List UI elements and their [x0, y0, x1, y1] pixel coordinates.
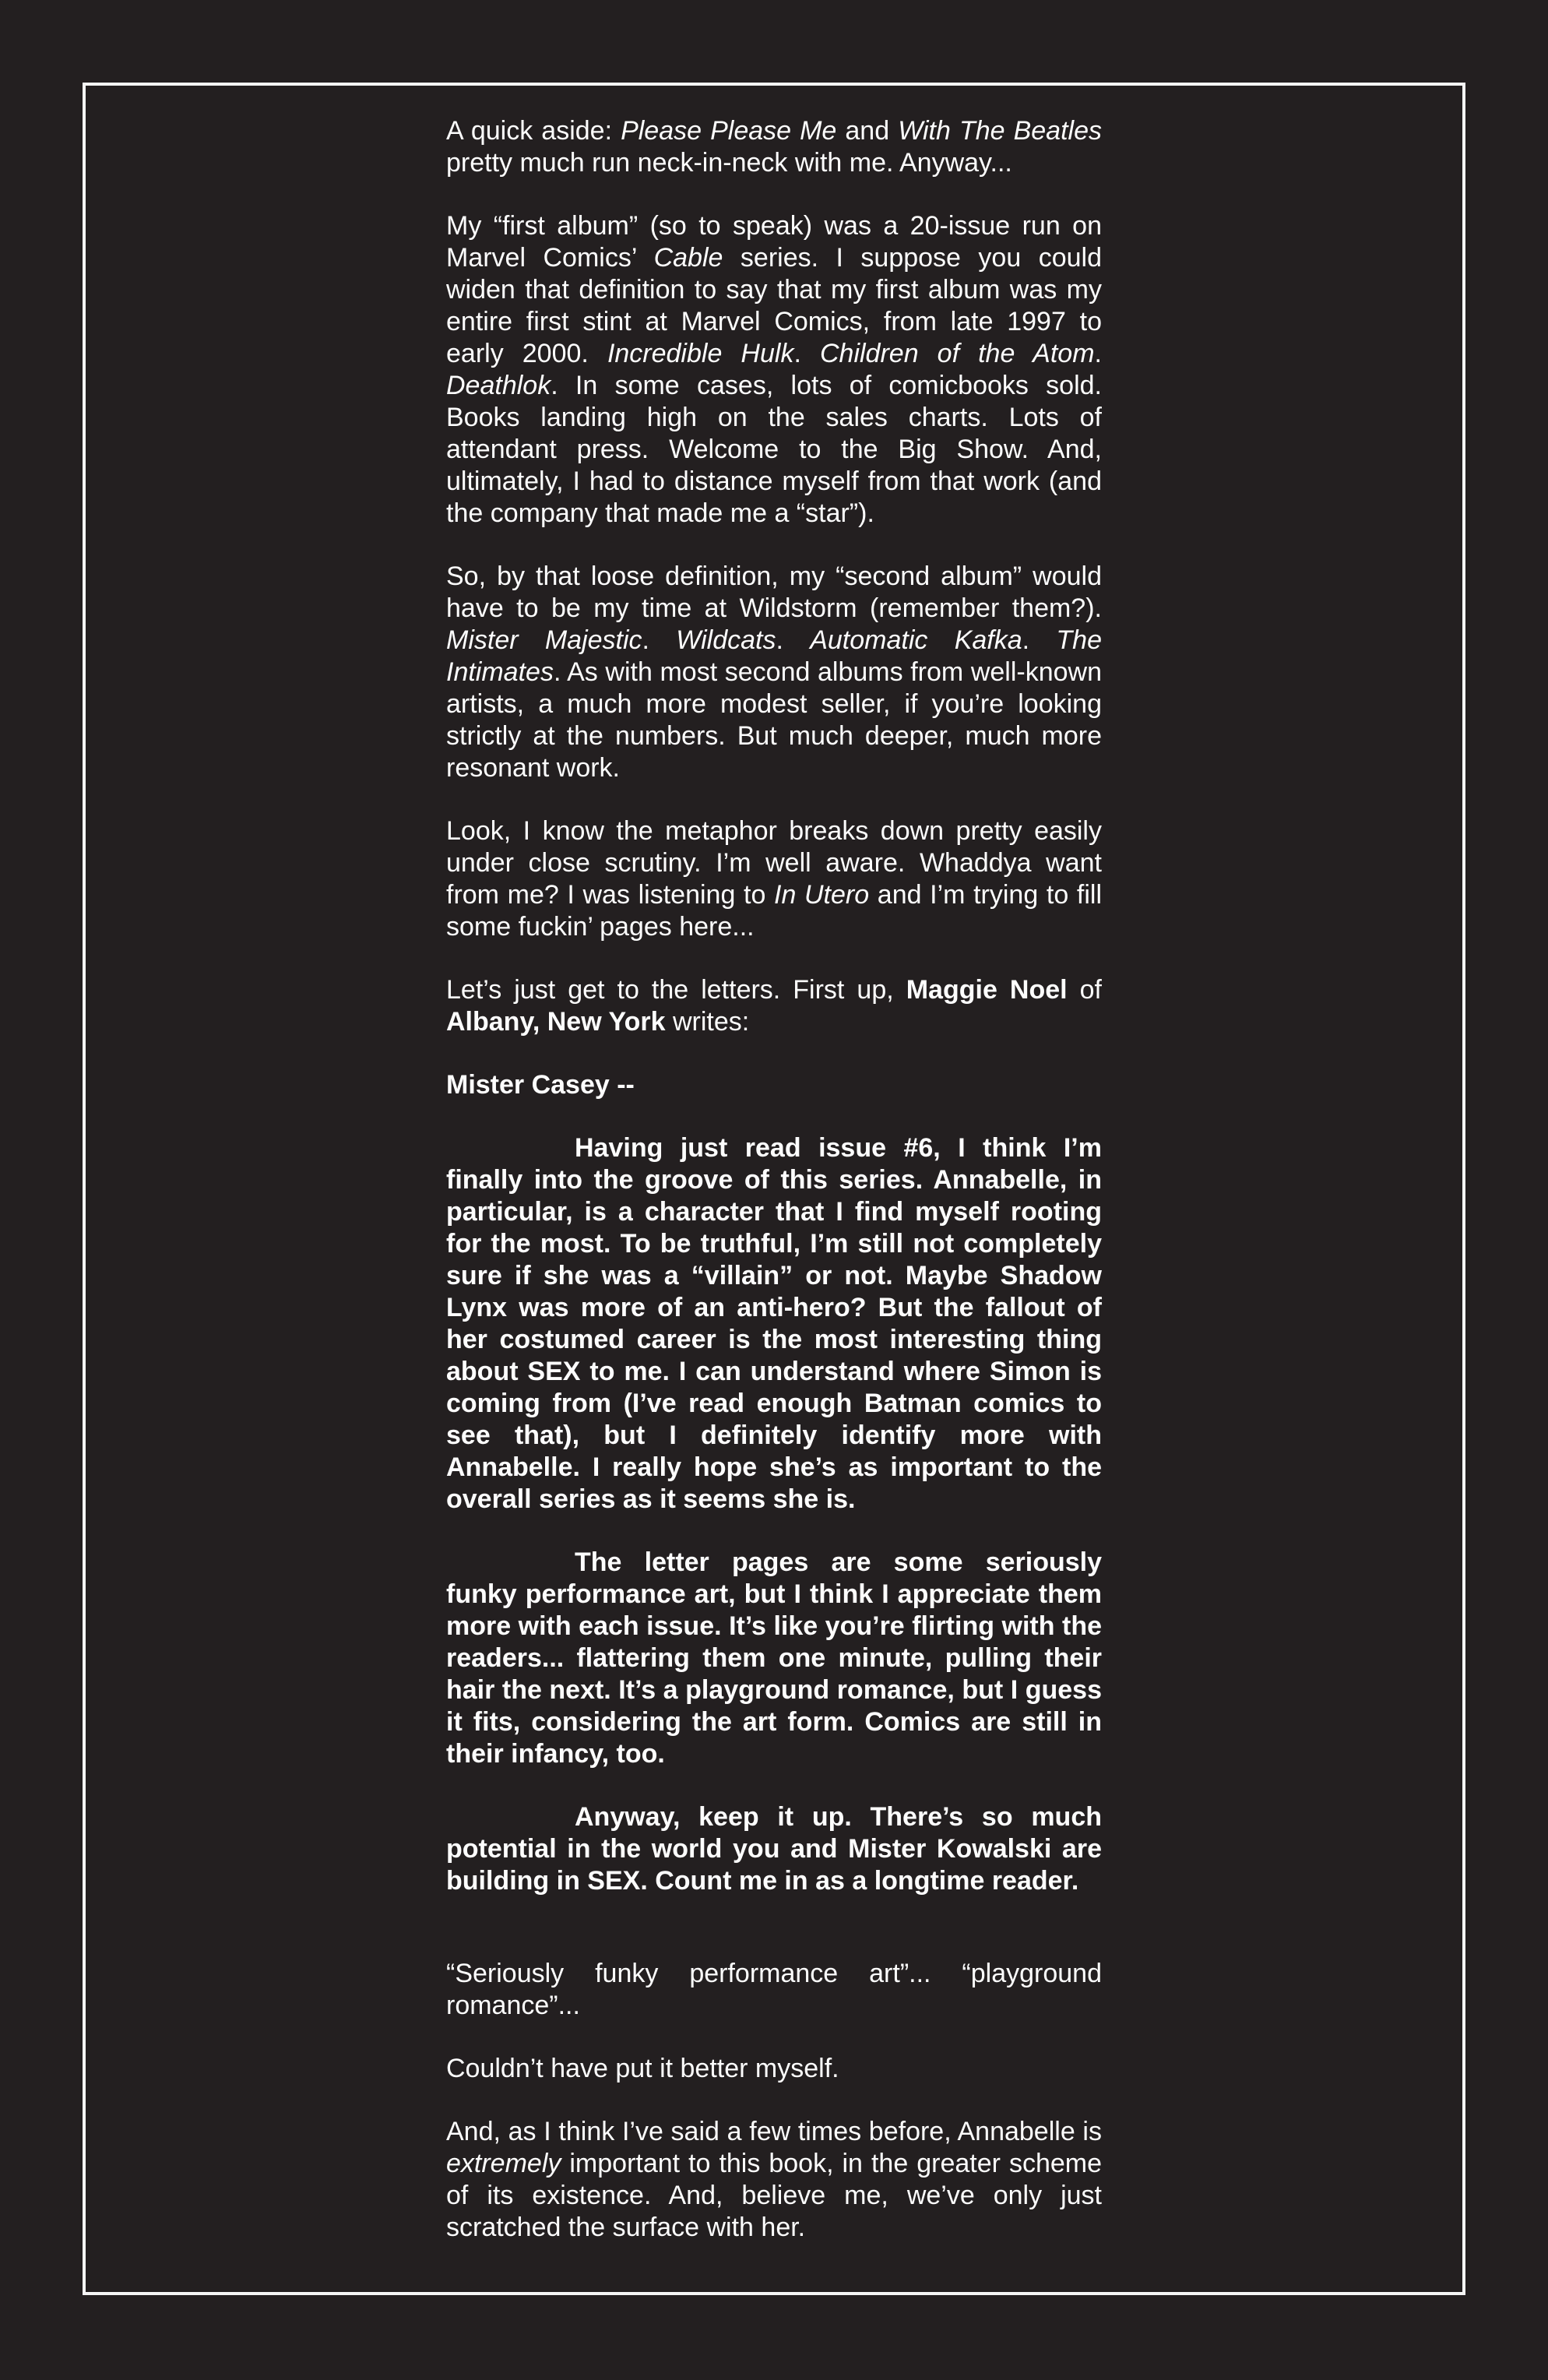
paragraph-quote-callback: “Seriously funky performance art”... “playground romance”... [446, 1959, 1102, 2020]
letter-paragraph-1: Having just read issue #6, I think I’m finally into the groove of this series. Annabelle, in particular, is a character that I find myself rooting for the most. To be truthful, I’m still not completely sure if she was a “villain” or not. Maybe Shadow Lynx was more of an anti-hero? But the fallout of her costumed career is the most interesting thing about SEX to me. I can understand where Simon is coming from (I’ve read enough Batman comics to see that), but I definitely identify more with Annabelle. I really hope she’s as important to the overall series as it seems she is. [446, 1133, 1102, 1514]
paragraph-annabelle: And, as I think I’ve said a few times before, Annabelle is extremely important to this book, in the greater scheme of its existence. And, believe me, we’ve only just scratched the surface with her. [446, 2117, 1102, 2242]
letter-paragraph-2: The letter pages are some seriously funky performance art, but I think I appreciate them more with each issue. It’s like you’re flirting with the readers... flattering them one minute, pulling their hair the next. It’s a playground romance, but I guess it fits, considering the art form. Comics are still in their infancy, too. [446, 1547, 1102, 1769]
paragraph-response: Couldn’t have put it better myself. [446, 2054, 839, 2083]
paragraph-metaphor: Look, I know the metaphor breaks down pretty easily under close scrutiny. I’m well aware. Whaddya want from me? I was listening to In Utero and I’m trying to fill some fuckin’ pages here... [446, 816, 1102, 942]
letter-paragraph-3: Anyway, keep it up. There’s so much potential in the world you and Mister Kowalski are building in SEX. Count me in as a longtime reader. [446, 1802, 1102, 1896]
letters-text-column [446, 115, 1102, 2275]
paragraph-letter-intro: Let’s just get to the letters. First up, Maggie Noel of Albany, New York writes: [446, 975, 1102, 1037]
letter-salutation: Mister Casey -- [446, 1070, 635, 1100]
paragraph-beatles-aside: A quick aside: Please Please Me and With The Beatles pretty much run neck-in-neck with me. Anyway... [446, 116, 1102, 178]
paragraph-second-album: So, by that loose definition, my “second album” would have to be my time at Wildstorm (remember them?). Mister Majestic. Wildcats. Automatic Kafka. The Intimates. As with most second albums from well-known artists, a much more modest seller, if you’re looking strictly at the numbers. But much deeper, much more resonant work. [446, 562, 1102, 783]
paragraph-first-album: My “first album” (so to speak) was a 20-issue run on Marvel Comics’ Cable series. I suppose you could widen that definition to say that my first album was my entire first stint at Marvel Comics, from late 1997 to early 2000. Incredible Hulk. Children of the Atom. Deathlok. In some cases, lots of comicbooks sold. Books landing high on the sales charts. Lots of attendant press. Welcome to the Big Show. And, ultimately, I had to distance myself from that work (and the company that made me a “star”). [446, 211, 1103, 528]
